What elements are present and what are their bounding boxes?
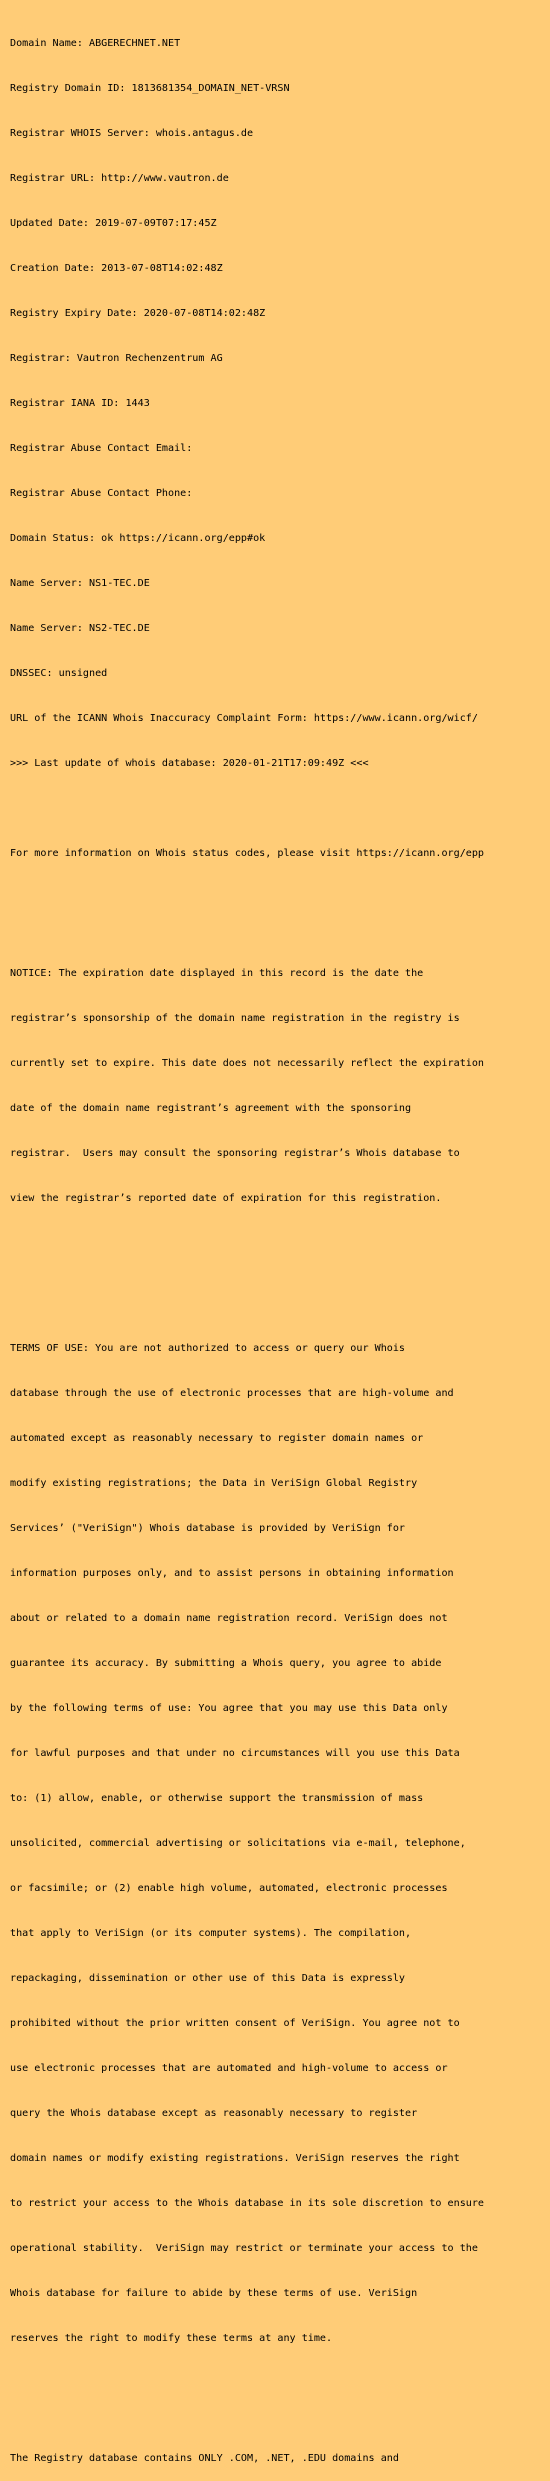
updated-date-line: Updated Date: 2019-07-09T07:17:45Z	[10, 218, 217, 229]
spacer	[10, 891, 548, 906]
whois-record	[10, 6, 548, 2481]
registrar-iana-id-line: Registrar IANA ID: 1443	[10, 398, 150, 409]
terms-line: reserves the right to modify these terms at any time.	[10, 2333, 333, 2344]
terms-line: for lawful purposes and that under no circumstances will you use this Data	[10, 1748, 460, 1759]
terms-line: guarantee its accuracy. By submitting a Whois query, you agree to abide	[10, 1658, 442, 1669]
registry-note-line: The Registry database contains ONLY .COM, .NET, .EDU domains and	[10, 2453, 399, 2464]
registrar-line: Registrar: Vautron Rechenzentrum AG	[10, 353, 223, 364]
notice-line: currently set to expire. This date does not necessarily reflect the expiration	[10, 1058, 485, 1069]
notice-line: date of the domain name registrant’s agreement with the sponsoring	[10, 1103, 412, 1114]
terms-line: TERMS OF USE: You are not authorized to access or query our Whois	[10, 1343, 406, 1354]
terms-line: prohibited without the prior written consent of VeriSign. You agree not to	[10, 2018, 460, 2029]
spacer	[10, 1266, 548, 1281]
terms-line: Whois database for failure to abide by these terms of use. VeriSign	[10, 2288, 418, 2299]
notice-line: view the registrar’s reported date of expiration for this registration.	[10, 1193, 442, 1204]
domain-name-line: Domain Name: ABGERECHNET.NET	[10, 38, 181, 49]
terms-line: unsolicited, commercial advertising or solicitations via e-mail, telephone,	[10, 1838, 466, 1849]
terms-line: modify existing registrations; the Data in VeriSign Global Registry	[10, 1478, 418, 1489]
creation-date-line: Creation Date: 2013-07-08T14:02:48Z	[10, 263, 223, 274]
icann-complaint-line: URL of the ICANN Whois Inaccuracy Complaint Form: https://www.icann.org/wicf/	[10, 713, 478, 724]
domain-status-line: Domain Status: ok https://icann.org/epp#ok	[10, 533, 266, 544]
name-server-2-line: Name Server: NS2-TEC.DE	[10, 623, 150, 634]
terms-line: or facsimile; or (2) enable high volume, automated, electronic processes	[10, 1883, 448, 1894]
dnssec-line: DNSSEC: unsigned	[10, 668, 108, 679]
terms-block	[10, 1311, 548, 2376]
notice-line: registrar. Users may consult the sponsoring registrar’s Whois database to	[10, 1148, 460, 1159]
status-info-line: For more information on Whois status codes, please visit https://icann.org/epp	[10, 848, 485, 859]
spacer	[10, 2406, 548, 2421]
terms-line: use electronic processes that are automated and high-volume to access or	[10, 2063, 448, 2074]
name-server-1-line: Name Server: NS1-TEC.DE	[10, 578, 150, 589]
last-update-line: >>> Last update of whois database: 2020-01-21T17:09:49Z <<<	[10, 758, 369, 769]
terms-line: information purposes only, and to assist persons in obtaining information	[10, 1568, 454, 1579]
terms-line: database through the use of electronic processes that are high-volume and	[10, 1388, 454, 1399]
abuse-email-line: Registrar Abuse Contact Email:	[10, 443, 193, 454]
notice-block	[10, 936, 548, 1236]
notice-line: NOTICE: The expiration date displayed in this record is the date the	[10, 968, 424, 979]
terms-line: domain names or modify existing registrations. VeriSign reserves the right	[10, 2153, 460, 2164]
registrar-url-line: Registrar URL: http://www.vautron.de	[10, 173, 229, 184]
terms-line: query the Whois database except as reasonably necessary to register	[10, 2108, 418, 2119]
terms-line: by the following terms of use: You agree that you may use this Data only	[10, 1703, 448, 1714]
registry-domain-id-line: Registry Domain ID: 1813681354_DOMAIN_NET-VRSN	[10, 83, 290, 94]
terms-line: about or related to a domain name registration record. VeriSign does not	[10, 1613, 448, 1624]
abuse-phone-line: Registrar Abuse Contact Phone:	[10, 488, 193, 499]
registrar-whois-server-line: Registrar WHOIS Server: whois.antagus.de	[10, 128, 254, 139]
terms-line: operational stability. VeriSign may restrict or terminate your access to the	[10, 2243, 478, 2254]
terms-line: to: (1) allow, enable, or otherwise support the transmission of mass	[10, 1793, 424, 1804]
terms-line: to restrict your access to the Whois database in its sole discretion to ensure	[10, 2198, 485, 2209]
notice-line: registrar’s sponsorship of the domain name registration in the registry is	[10, 1013, 460, 1024]
terms-line: that apply to VeriSign (or its computer systems). The compilation,	[10, 1928, 412, 1939]
terms-line: Services’ ("VeriSign") Whois database is provided by VeriSign for	[10, 1523, 406, 1534]
terms-line: repackaging, dissemination or other use of this Data is expressly	[10, 1973, 406, 1984]
spacer	[10, 801, 548, 816]
terms-line: automated except as reasonably necessary to register domain names or	[10, 1433, 424, 1444]
expiry-date-line: Registry Expiry Date: 2020-07-08T14:02:48Z	[10, 308, 266, 319]
